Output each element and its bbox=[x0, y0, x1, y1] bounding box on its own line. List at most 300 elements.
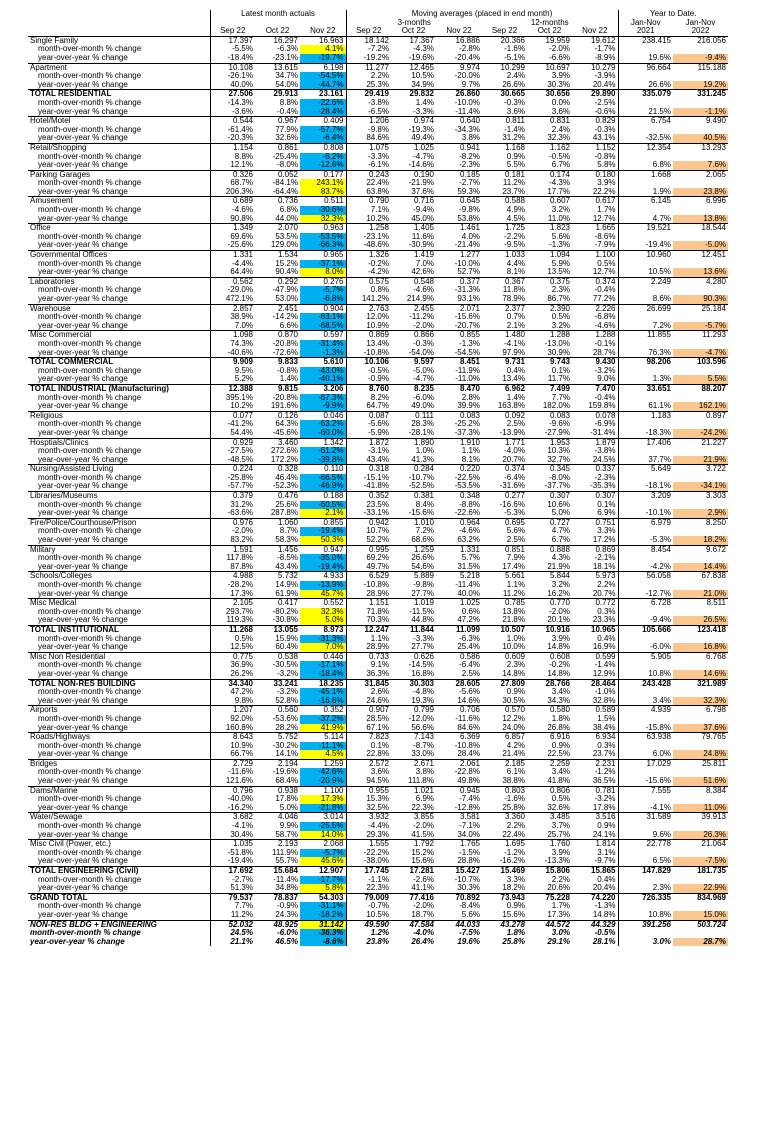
table-cell: 20.366 bbox=[482, 36, 527, 45]
table-row bbox=[28, 474, 728, 483]
table-row bbox=[28, 706, 728, 715]
table-cell: 8.250 bbox=[673, 518, 728, 527]
table-cell: -5.3% bbox=[504, 509, 525, 518]
table-cell: 7.0% bbox=[234, 321, 253, 330]
table-cell: -72.6% bbox=[272, 348, 298, 357]
table-cell: 0.337 bbox=[572, 465, 618, 474]
row-label: Parking Garages bbox=[28, 170, 210, 179]
table-cell bbox=[618, 635, 673, 644]
table-cell: 56.6% bbox=[411, 723, 434, 732]
table-cell bbox=[618, 768, 673, 777]
table-cell: 9.7% bbox=[461, 80, 480, 89]
table-row bbox=[28, 867, 728, 876]
table-cell: 0.511 bbox=[300, 197, 346, 206]
table-cell: 0.785 bbox=[482, 599, 527, 608]
table-cell: 0.597 bbox=[300, 331, 346, 340]
table-cell: 24.5% bbox=[592, 455, 616, 464]
table-cell: 1.100 bbox=[572, 251, 618, 260]
table-cell: 0.907 bbox=[346, 706, 391, 715]
table-row bbox=[28, 679, 728, 688]
table-cell: -15.1% bbox=[346, 474, 391, 483]
table-cell: 30.3% bbox=[457, 884, 480, 893]
table-cell: 46.4% bbox=[275, 473, 298, 482]
table-cell: -10.7% bbox=[408, 473, 434, 482]
table-cell: 2.377 bbox=[482, 304, 527, 313]
table-cell: -3.8% bbox=[346, 99, 391, 108]
table-cell: 0.379 bbox=[210, 492, 255, 501]
row-label: Amusement bbox=[28, 197, 210, 206]
table-cell: 0.941 bbox=[436, 143, 482, 152]
row-label: month-over-month % change bbox=[28, 822, 210, 831]
table-cell: 22.2% bbox=[592, 187, 616, 196]
row-label: Single Family bbox=[28, 36, 210, 45]
table-cell bbox=[673, 126, 728, 135]
table-cell: -14.2% bbox=[272, 313, 298, 322]
table-cell: 3.2% bbox=[551, 581, 570, 589]
table-cell: -8.6% bbox=[594, 232, 616, 241]
table-cell: 1.021 bbox=[391, 786, 436, 795]
table-row bbox=[28, 750, 728, 759]
table-cell: -53.5% bbox=[300, 233, 346, 242]
table-row bbox=[28, 420, 728, 429]
table-cell: 28.5% bbox=[346, 715, 391, 724]
table-cell: -20.0% bbox=[454, 72, 480, 81]
table-cell: 119.3% bbox=[226, 616, 253, 625]
table-cell: 0.806 bbox=[527, 786, 572, 795]
table-row bbox=[28, 197, 728, 206]
table-cell: -41.8% bbox=[346, 482, 391, 491]
table-cell: -11.0% bbox=[455, 375, 480, 384]
row-label: Misc Medical bbox=[28, 599, 210, 608]
table-cell: -25.4% bbox=[272, 152, 298, 161]
table-cell: -4.7% bbox=[413, 375, 434, 384]
table-cell: 6.754 bbox=[618, 117, 673, 126]
row-label: year-over-year % change bbox=[28, 643, 210, 652]
table-cell: 8.2% bbox=[346, 394, 391, 403]
table-cell: -3.9% bbox=[594, 72, 616, 81]
table-cell: 41.3% bbox=[411, 455, 434, 464]
table-cell: -4.1% bbox=[504, 339, 525, 348]
table-cell: 0.276 bbox=[300, 277, 346, 286]
table-cell: -9.5% bbox=[504, 241, 525, 250]
table-cell: 30.4% bbox=[230, 830, 253, 839]
table-cell: 160.8% bbox=[225, 723, 253, 732]
table-cell: 293.7% bbox=[225, 607, 253, 616]
table-cell: 335.079 bbox=[618, 90, 673, 99]
table-cell: -30.2% bbox=[272, 741, 298, 750]
table-cell: 834.969 bbox=[673, 893, 728, 902]
table-cell: 5.218 bbox=[436, 572, 482, 581]
table-cell: 0.870 bbox=[255, 331, 300, 340]
table-cell: -0.9% bbox=[277, 902, 298, 911]
table-cell: 21.9% bbox=[673, 456, 728, 465]
table-cell: 0.3% bbox=[597, 741, 616, 750]
table-cell: 1.152 bbox=[572, 143, 618, 152]
table-cell: -0.3% bbox=[413, 339, 434, 348]
table-row bbox=[28, 81, 728, 90]
row-label: year-over-year % change bbox=[28, 402, 210, 411]
table-cell: 4.988 bbox=[210, 572, 255, 581]
table-cell: -37.7% bbox=[544, 482, 570, 491]
table-cell: 9.490 bbox=[673, 117, 728, 126]
table-cell bbox=[618, 286, 673, 295]
table-cell: 3.6% bbox=[506, 107, 525, 116]
table-cell: 45.0% bbox=[411, 214, 434, 223]
table-cell: -23.1% bbox=[272, 53, 298, 62]
table-cell: 28.9% bbox=[346, 643, 391, 652]
row-label: Libraries/Museums bbox=[28, 492, 210, 501]
table-cell: 54.0% bbox=[275, 80, 298, 89]
table-cell: -60.5% bbox=[300, 501, 346, 510]
table-cell: 3.3% bbox=[506, 875, 525, 884]
table-cell: 12.7% bbox=[592, 214, 616, 223]
table-cell: 10.9% bbox=[346, 322, 391, 331]
table-row bbox=[28, 688, 728, 697]
table-cell: 34.0% bbox=[457, 830, 480, 839]
table-cell: 54.303 bbox=[300, 893, 346, 902]
table-cell: 22.3% bbox=[346, 884, 391, 893]
table-cell: 0.781 bbox=[572, 786, 618, 795]
table-cell bbox=[673, 340, 728, 349]
table-cell: -2.3% bbox=[459, 161, 480, 170]
table-row bbox=[28, 153, 728, 162]
table-cell: -10.0% bbox=[454, 98, 480, 107]
table-cell: -0.2% bbox=[549, 661, 570, 670]
table-cell: 27.7% bbox=[411, 589, 434, 598]
table-cell bbox=[673, 822, 728, 831]
table-cell: 40.0% bbox=[457, 589, 480, 598]
table-cell bbox=[618, 929, 673, 938]
table-cell: 31.5% bbox=[457, 562, 480, 571]
table-cell: 33.241 bbox=[255, 679, 300, 688]
table-cell bbox=[618, 876, 673, 885]
table-cell: 11.2% bbox=[502, 179, 525, 188]
table-cell: 79.537 bbox=[210, 893, 255, 902]
table-row bbox=[28, 117, 728, 126]
table-cell bbox=[618, 99, 673, 108]
table-cell: -6.5% bbox=[346, 108, 391, 117]
table-cell: 20.6% bbox=[547, 884, 570, 893]
table-cell: 0.808 bbox=[300, 143, 346, 152]
table-cell: -63.1% bbox=[300, 313, 346, 322]
table-cell: 4.2% bbox=[506, 741, 525, 750]
table-cell: 3.303 bbox=[673, 492, 728, 501]
table-cell: -2.0% bbox=[413, 321, 434, 330]
table-cell: 31.142 bbox=[300, 920, 346, 929]
table-cell: 3.0% bbox=[551, 929, 570, 938]
table-row bbox=[28, 260, 728, 269]
table-cell: 3.2% bbox=[551, 206, 570, 215]
table-cell: 321.989 bbox=[673, 679, 728, 688]
table-cell: -33.1% bbox=[346, 509, 391, 518]
table-cell: 5.752 bbox=[255, 733, 300, 742]
table-cell: 24.1% bbox=[592, 830, 616, 839]
table-cell: -4.8% bbox=[413, 688, 434, 697]
table-cell: 6.9% bbox=[415, 795, 434, 804]
table-cell: 15.806 bbox=[527, 867, 572, 876]
row-label: Hosptials/Clinics bbox=[28, 438, 210, 447]
table-cell: -1.5% bbox=[459, 848, 480, 857]
table-cell: 19.959 bbox=[527, 36, 572, 45]
table-cell: 1.162 bbox=[527, 143, 572, 152]
table-cell: -61.2% bbox=[300, 447, 346, 456]
table-cell: 21.8% bbox=[502, 616, 525, 625]
table-cell: 2.2% bbox=[551, 875, 570, 884]
row-label: year-over-year % change bbox=[28, 349, 210, 358]
table-cell: 0.318 bbox=[346, 465, 391, 474]
table-cell: 0.224 bbox=[210, 465, 255, 474]
table-cell: 0.077 bbox=[210, 411, 255, 420]
table-cell: -1.4% bbox=[504, 125, 525, 134]
table-cell: 0.609 bbox=[482, 652, 527, 661]
table-cell: 2.061 bbox=[436, 759, 482, 768]
row-label: month-over-month % change bbox=[28, 795, 210, 804]
table-cell: 1.331 bbox=[210, 251, 255, 260]
table-cell: -40.0% bbox=[227, 795, 253, 804]
table-cell: -2.0% bbox=[413, 822, 434, 831]
table-cell: 64.7% bbox=[346, 402, 391, 411]
table-cell: 8.7% bbox=[279, 527, 298, 536]
table-cell: 2.671 bbox=[391, 759, 436, 768]
table-cell: 23.161 bbox=[300, 90, 346, 99]
row-label: year-over-year % change bbox=[28, 831, 210, 840]
table-cell: -4.7% bbox=[413, 152, 434, 161]
table-cell: -20.3% bbox=[227, 134, 253, 143]
table-cell: 17.281 bbox=[391, 867, 436, 876]
table-cell: 4.4% bbox=[506, 259, 525, 268]
row-label: TOTAL COMMERCIAL bbox=[28, 358, 210, 367]
table-cell: 64.3% bbox=[275, 420, 298, 429]
table-cell: 216.056 bbox=[673, 36, 728, 45]
table-cell: 6.979 bbox=[618, 518, 673, 527]
table-cell: 49.7% bbox=[346, 563, 391, 572]
table-cell: -52.3% bbox=[272, 482, 298, 491]
table-cell: 51.3% bbox=[230, 884, 253, 893]
table-cell: 15.2% bbox=[411, 848, 434, 857]
table-cell: 0.869 bbox=[572, 545, 618, 554]
table-cell: 6.916 bbox=[527, 733, 572, 742]
table-cell: 0.374 bbox=[572, 277, 618, 286]
table-cell: -4.4% bbox=[346, 822, 391, 831]
table-cell: 68.7% bbox=[230, 179, 253, 188]
table-cell: 36.5% bbox=[592, 777, 616, 786]
table-row bbox=[28, 554, 728, 563]
table-cell: 28.1% bbox=[592, 937, 616, 946]
table-cell: -5.6% bbox=[459, 688, 480, 697]
table-cell: -4.7% bbox=[673, 349, 728, 358]
row-label: month-over-month % change bbox=[28, 340, 210, 349]
table-cell: 71.8% bbox=[346, 608, 391, 617]
table-cell: 44.572 bbox=[527, 920, 572, 929]
row-label: year-over-year % change bbox=[28, 81, 210, 90]
table-row bbox=[28, 90, 728, 99]
table-cell: 21.4% bbox=[502, 750, 525, 759]
table-cell: -84.1% bbox=[272, 179, 298, 188]
table-cell: 23.7% bbox=[592, 750, 616, 759]
table-cell: 38.9% bbox=[230, 313, 253, 322]
table-cell: 0.733 bbox=[346, 652, 391, 661]
table-cell: -28.1% bbox=[408, 428, 434, 437]
table-cell: -11.4% bbox=[455, 107, 480, 116]
table-cell: 33.0% bbox=[411, 750, 434, 759]
row-label: month-over-month % change bbox=[28, 554, 210, 563]
table-cell: 0.381 bbox=[391, 492, 436, 501]
row-label: month-over-month % change bbox=[28, 45, 210, 54]
table-cell: 86.7% bbox=[547, 295, 570, 303]
table-cell: -39.8% bbox=[300, 456, 346, 465]
table-cell: 18.544 bbox=[673, 224, 728, 233]
table-cell: 1.792 bbox=[391, 840, 436, 849]
table-cell: -14.6% bbox=[408, 161, 434, 170]
table-cell: -18.3% bbox=[618, 429, 673, 438]
row-label: year-over-year % change bbox=[28, 804, 210, 813]
table-cell: 10.507 bbox=[482, 625, 527, 634]
row-label: month-over-month % change bbox=[28, 286, 210, 295]
table-cell: 15.469 bbox=[482, 867, 527, 876]
row-label: year-over-year % change bbox=[28, 375, 210, 384]
table-row bbox=[28, 804, 728, 813]
table-cell: 53.5% bbox=[275, 232, 298, 241]
table-cell: 20.4% bbox=[592, 80, 616, 89]
table-row bbox=[28, 134, 728, 143]
table-cell bbox=[673, 179, 728, 188]
table-cell: 5.0% bbox=[300, 616, 346, 625]
table-cell: 79.765 bbox=[673, 733, 728, 742]
table-cell: 1.3% bbox=[618, 375, 673, 384]
table-cell: 17.406 bbox=[618, 438, 673, 447]
table-row bbox=[28, 241, 728, 250]
table-cell bbox=[673, 527, 728, 536]
table-cell: -10.0% bbox=[454, 259, 480, 268]
table-cell: 1.591 bbox=[210, 545, 255, 554]
table-cell: 0.476 bbox=[255, 492, 300, 501]
table-cell: 66.7% bbox=[230, 750, 253, 759]
table-cell: 24.3% bbox=[275, 910, 298, 919]
table-cell: 287.8% bbox=[270, 509, 298, 518]
table-cell: 0.897 bbox=[673, 411, 728, 420]
table-cell bbox=[618, 45, 673, 54]
table-cell: -4.1% bbox=[618, 804, 673, 813]
table-cell: 9.672 bbox=[673, 545, 728, 554]
row-label: Retail/Shopping bbox=[28, 143, 210, 152]
table-cell: 3.581 bbox=[436, 813, 482, 822]
table-cell: 2.1% bbox=[300, 509, 346, 518]
table-cell: 1.665 bbox=[572, 224, 618, 233]
table-cell: 0.1% bbox=[551, 366, 570, 375]
row-label: Water/Sewage bbox=[28, 813, 210, 822]
table-cell: -3.2% bbox=[277, 688, 298, 697]
table-cell: 2.451 bbox=[255, 304, 300, 313]
table-cell: -23.1% bbox=[346, 233, 391, 242]
table-cell bbox=[673, 688, 728, 697]
table-cell: 0.7% bbox=[506, 313, 525, 322]
table-cell: 32.7% bbox=[547, 455, 570, 464]
table-cell: 17.8% bbox=[275, 795, 298, 804]
table-cell: -16.6% bbox=[300, 697, 346, 706]
table-cell: 0.538 bbox=[255, 652, 300, 661]
row-label: Schools/Colleges bbox=[28, 572, 210, 581]
table-cell: 18.7% bbox=[411, 910, 434, 919]
table-cell: -19.6% bbox=[408, 53, 434, 62]
table-cell: 111.8% bbox=[408, 777, 434, 786]
table-cell: 61.9% bbox=[275, 589, 298, 598]
table-cell: -2.2% bbox=[504, 232, 525, 241]
table-cell: 0.375 bbox=[527, 277, 572, 286]
table-cell: -4.6% bbox=[232, 206, 253, 215]
table-cell: -24.2% bbox=[673, 429, 728, 438]
table-cell: 8.384 bbox=[673, 786, 728, 795]
row-label: month-over-month % change bbox=[28, 367, 210, 376]
table-cell: 9.8% bbox=[234, 696, 253, 705]
table-cell: 17.745 bbox=[346, 867, 391, 876]
table-row bbox=[28, 527, 728, 536]
table-cell: 10.5% bbox=[411, 72, 434, 81]
table-cell: -19.3% bbox=[408, 125, 434, 134]
table-cell: 25.184 bbox=[673, 304, 728, 313]
table-cell: 84.6% bbox=[457, 723, 480, 732]
table-cell: 0.180 bbox=[572, 170, 618, 179]
table-cell: 5.889 bbox=[391, 572, 436, 581]
table-cell: -9.9% bbox=[300, 402, 346, 411]
table-row bbox=[28, 447, 728, 456]
row-label: month-over-month % change bbox=[28, 688, 210, 697]
table-cell: 11.7% bbox=[547, 375, 570, 384]
table-cell: -6.0% bbox=[413, 393, 434, 402]
table-cell: 1.2% bbox=[346, 929, 391, 938]
table-cell: -29.0% bbox=[227, 286, 253, 295]
table-cell: 0.575 bbox=[346, 277, 391, 286]
table-cell: 0.9% bbox=[551, 741, 570, 750]
table-cell: 15.684 bbox=[255, 867, 300, 876]
table-cell: 37.6% bbox=[411, 187, 434, 196]
table-cell: 12.907 bbox=[300, 867, 346, 876]
table-cell: 13.8% bbox=[502, 607, 525, 616]
table-cell: 17.3% bbox=[230, 589, 253, 598]
table-cell: 10.8% bbox=[618, 911, 673, 920]
table-cell: 6.798 bbox=[673, 706, 728, 715]
table-cell: 90.8% bbox=[230, 214, 253, 223]
month-header: Oct 22 bbox=[391, 27, 436, 36]
table-cell: 19.6% bbox=[618, 54, 673, 63]
table-cell: -1.4% bbox=[594, 661, 616, 670]
table-cell: -1.1% bbox=[346, 876, 391, 885]
table-cell: 0.8% bbox=[346, 286, 391, 295]
table-cell: 0.995 bbox=[346, 545, 391, 554]
table-cell: 0.772 bbox=[572, 599, 618, 608]
table-cell: 5.0% bbox=[279, 803, 298, 812]
table-cell: -28.4% bbox=[300, 108, 346, 117]
table-cell: 3.4% bbox=[551, 688, 570, 697]
table-cell: 0.377 bbox=[436, 277, 482, 286]
table-cell: -6.3% bbox=[277, 45, 298, 54]
table-cell: -13.0% bbox=[544, 339, 570, 348]
table-cell: 49.590 bbox=[346, 920, 391, 929]
table-cell: 44.0% bbox=[275, 214, 298, 223]
table-cell bbox=[618, 822, 673, 831]
table-cell: 24.5% bbox=[230, 929, 253, 938]
table-row bbox=[28, 813, 728, 822]
table-cell: -31.4% bbox=[300, 340, 346, 349]
table-cell: 83.2% bbox=[230, 536, 253, 545]
table-cell: -28.2% bbox=[227, 581, 253, 589]
table-cell: 15.6% bbox=[502, 910, 525, 919]
table-row bbox=[28, 911, 728, 920]
header-12-months: 12-months bbox=[530, 18, 569, 27]
table-cell: -8.4% bbox=[459, 902, 480, 911]
table-cell: 243.428 bbox=[618, 679, 673, 688]
table-cell: 0.177 bbox=[300, 170, 346, 179]
table-cell: 1.872 bbox=[346, 438, 391, 447]
